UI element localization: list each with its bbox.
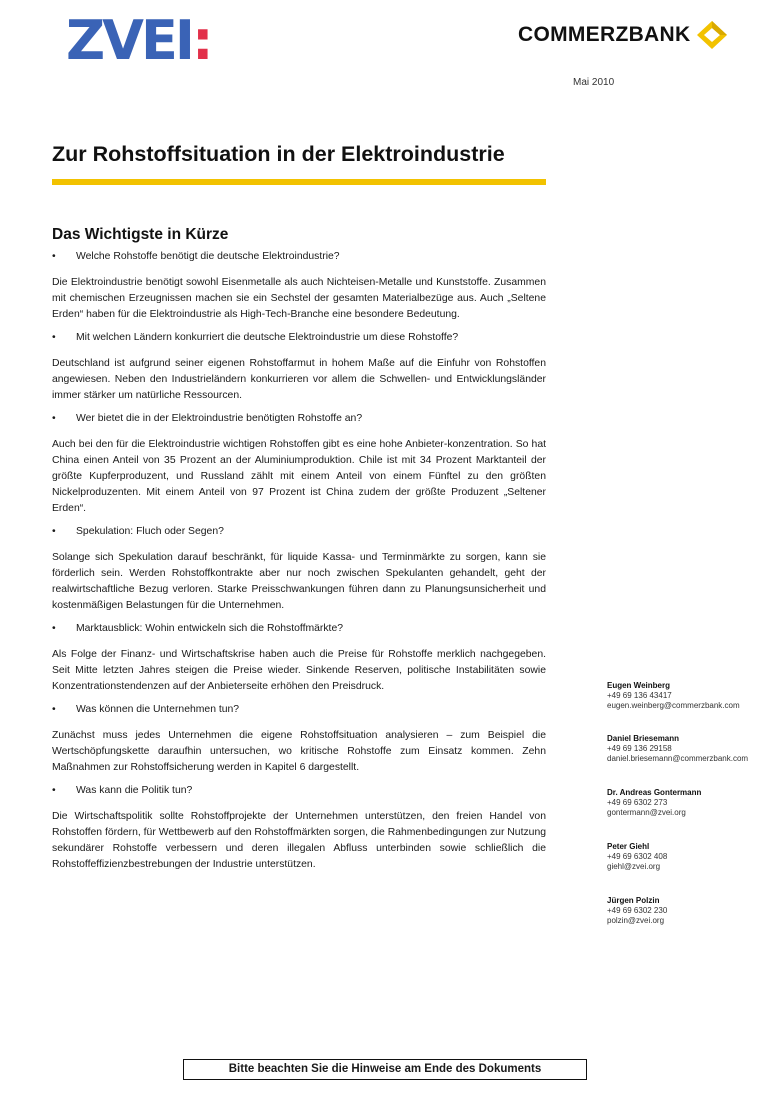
title-underline (52, 179, 546, 185)
question-text: Mit welchen Ländern konkurriert die deutsche Elektroindustrie um diese Rohstoffe? (76, 332, 459, 343)
answer-1: Die Elektroindustrie benötigt sowohl Eisenmetalle als auch Nichteisen-Metalle und Kunststoffe. Zusammen mit chemischen Erzeugnissen machen sie ein Sechstel der gesamten Materialbezüge aus. Auch „Seltene Erden“ haben für die Elektroindustrie als High-Tech-Branche eine besondere Bedeutung. (52, 277, 546, 320)
contact-phone: +49 69 6302 408 (607, 852, 668, 861)
contact-email: eugen.weinberg@commerzbank.com (607, 701, 740, 710)
bullet: • (52, 704, 56, 715)
question-text: Was kann die Politik tun? (76, 785, 193, 796)
bullet: • (52, 413, 56, 424)
zvei-logo (66, 9, 214, 72)
answer-2: Deutschland ist aufgrund seiner eigenen Rohstoffarmut in hohem Maße auf die Einfuhr von Rohstoffen angewiesen. Neben den Industrieländern konkurrieren vor allem die Schwellen- und Entwicklungsländer immer stärker um natürliche Ressourcen. (52, 358, 546, 401)
contact-card (607, 788, 767, 818)
zvei-logo-colon: : (191, 9, 214, 72)
question-2 (52, 331, 546, 345)
commerzbank-logo-text: COMMERZBANK (518, 23, 691, 46)
contact-card (607, 842, 767, 872)
contact-name: Eugen Weinberg (607, 681, 670, 690)
question-text: Was können die Unternehmen tun? (76, 704, 240, 715)
contacts-sidebar (607, 681, 767, 926)
question-4 (52, 525, 546, 539)
contact-email: polzin@zvei.org (607, 916, 665, 925)
contact-card (607, 896, 767, 926)
bullet: • (52, 785, 56, 796)
question-6 (52, 703, 546, 717)
contact-email: giehl@zvei.org (607, 862, 661, 871)
contact-phone: +49 69 6302 273 (607, 798, 668, 807)
question-text: Spekulation: Fluch oder Segen? (76, 526, 224, 537)
zvei-logo-text: ZVEI (66, 9, 192, 72)
question-7 (52, 784, 546, 798)
contact-name: Jürgen Polzin (607, 896, 660, 905)
bullet: • (52, 623, 56, 634)
bullet: • (52, 332, 56, 343)
question-text: Welche Rohstoffe benötigt die deutsche Elektroindustrie? (76, 251, 340, 262)
question-3 (52, 412, 546, 426)
question-text: Marktausblick: Wohin entwickeln sich die Rohstoffmärkte? (76, 623, 344, 634)
question-5 (52, 622, 546, 636)
contact-phone: +49 69 136 29158 (607, 744, 672, 753)
answer-4: Solange sich Spekulation darauf beschränkt, für liquide Kassa- und Terminmärkte zu sorgen, kann sie förderlich sein. Werden Rohstoffkontrakte aber nur noch zwischen Spekulanten gehandelt, geht der realwirtschaftliche Bezug verloren. Starke Preisschwankungen führen dann zu Planungsunsicherheit und kostenmäßigen Belastungen für die Unternehmen. (52, 552, 546, 611)
answer-6: Zunächst muss jedes Unternehmen die eigene Rohstoffsituation analysieren – zum Beispiel die Wertschöpfungskette daraufhin untersuchen, wo kritische Rohstoffe zum Einsatz kommen. Zehn Maßnahmen zur Rohstoffsicherung werden in Kapitel 6 dargestellt. (52, 730, 546, 773)
contact-card (607, 734, 767, 764)
contact-name: Dr. Andreas Gontermann (607, 788, 702, 797)
question-1 (52, 250, 546, 264)
publication-date: Mai 2010 (573, 77, 615, 88)
footer-notice: Bitte beachten Sie die Hinweise am Ende des Dokuments (183, 1059, 587, 1080)
summary-content (52, 250, 546, 881)
question-text: Wer bietet die in der Elektroindustrie benötigten Rohstoffe an? (76, 413, 363, 424)
bullet: • (52, 251, 56, 262)
document-title: Zur Rohstoffsituation in der Elektroindustrie (52, 142, 505, 166)
answer-3: Auch bei den für die Elektroindustrie wichtigen Rohstoffen gibt es eine hohe Anbieter-konzentration. So hat China einen Anteil von 35 Prozent an der Aluminiumproduktion. Chile ist mit 34 Prozent Marktanteil der größte Kupferproduzent, und Russland zählt mit einem Anteil von einem Fünftel zu den größten Nickelproduzenten. Mit einem Anteil von 97 Prozent ist China zudem der größte Produzent „Seltener Erden“. (52, 439, 546, 514)
commerzbank-ribbon-icon (696, 20, 728, 50)
contact-phone: +49 69 6302 230 (607, 906, 668, 915)
bullet: • (52, 526, 56, 537)
contact-phone: +49 69 136 43417 (607, 691, 672, 700)
answer-7: Die Wirtschaftspolitik sollte Rohstoffprojekte der Unternehmen unterstützen, den freien Handel von Rohstoffen fördern, für Wettbewerb auf den Rohstoffmärkten sorgen, die Rahmenbedingungen zur Nutzung sekundärer Rohstoffe verbessern und deren illegalen Abfluss unterbinden sowie schließlich die Rohstoffeffizienzbestrebungen der Industrie unterstützen. (52, 811, 546, 870)
answer-5: Als Folge der Finanz- und Wirtschaftskrise haben auch die Preise für Rohstoffe merklich nachgegeben. Seit Mitte letzten Jahres steigen die Preise wieder. Sinkende Reserven, politische Instabilitäten sowie Konzentrationstendenzen auf der Anbieterseite erhöhen den Preisdruck. (52, 649, 546, 692)
commerzbank-logo (518, 20, 728, 50)
contact-card (607, 681, 767, 711)
contact-name: Daniel Briesemann (607, 734, 680, 743)
contact-email: daniel.briesemann@commerzbank.com (607, 754, 749, 763)
section-heading: Das Wichtigste in Kürze (52, 226, 229, 243)
contact-email: gontermann@zvei.org (607, 808, 686, 817)
contact-name: Peter Giehl (607, 842, 650, 851)
